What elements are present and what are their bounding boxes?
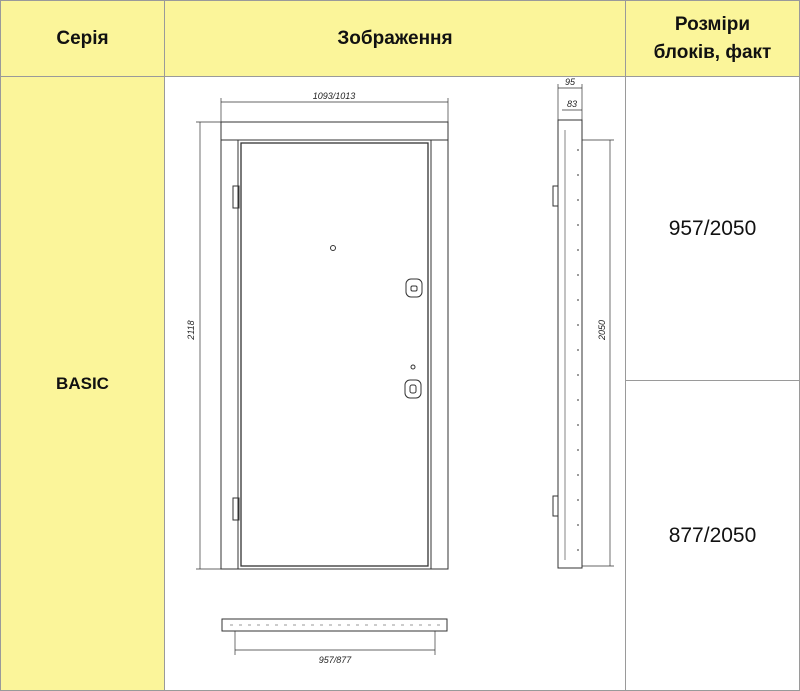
dim-width-bottom: 957/877 [318, 655, 352, 665]
door-leaf [241, 143, 428, 566]
dim-height-side: 2050 [597, 319, 607, 341]
size-value-2: 877/2050 [668, 523, 757, 547]
dim-height-left: 2118 [186, 320, 196, 340]
plan-view [222, 619, 447, 631]
side-hinge-top [553, 186, 558, 206]
handle-rosette [411, 365, 415, 369]
upper-lock-key [411, 286, 417, 291]
dim-depth-95: 95 [564, 77, 576, 87]
peephole [331, 246, 336, 251]
series-name: BASIC [56, 373, 109, 393]
header-series-label: Серія [56, 27, 109, 49]
lower-lock [405, 380, 421, 398]
lower-lock-key [410, 385, 416, 393]
upper-lock [406, 279, 422, 297]
side-hinge-bottom [553, 496, 558, 516]
side-dots [577, 149, 579, 551]
header-sizes-line2: блоків, факт [653, 41, 772, 63]
dim-depth-83: 83 [566, 99, 578, 109]
header-sizes-line1: Розміри [674, 13, 751, 35]
size-value-1: 957/2050 [668, 216, 757, 240]
dim-width-top: 1093/1013 [312, 91, 356, 101]
header-image-label: Зображення [337, 27, 453, 49]
door-frame-outline [221, 122, 448, 569]
